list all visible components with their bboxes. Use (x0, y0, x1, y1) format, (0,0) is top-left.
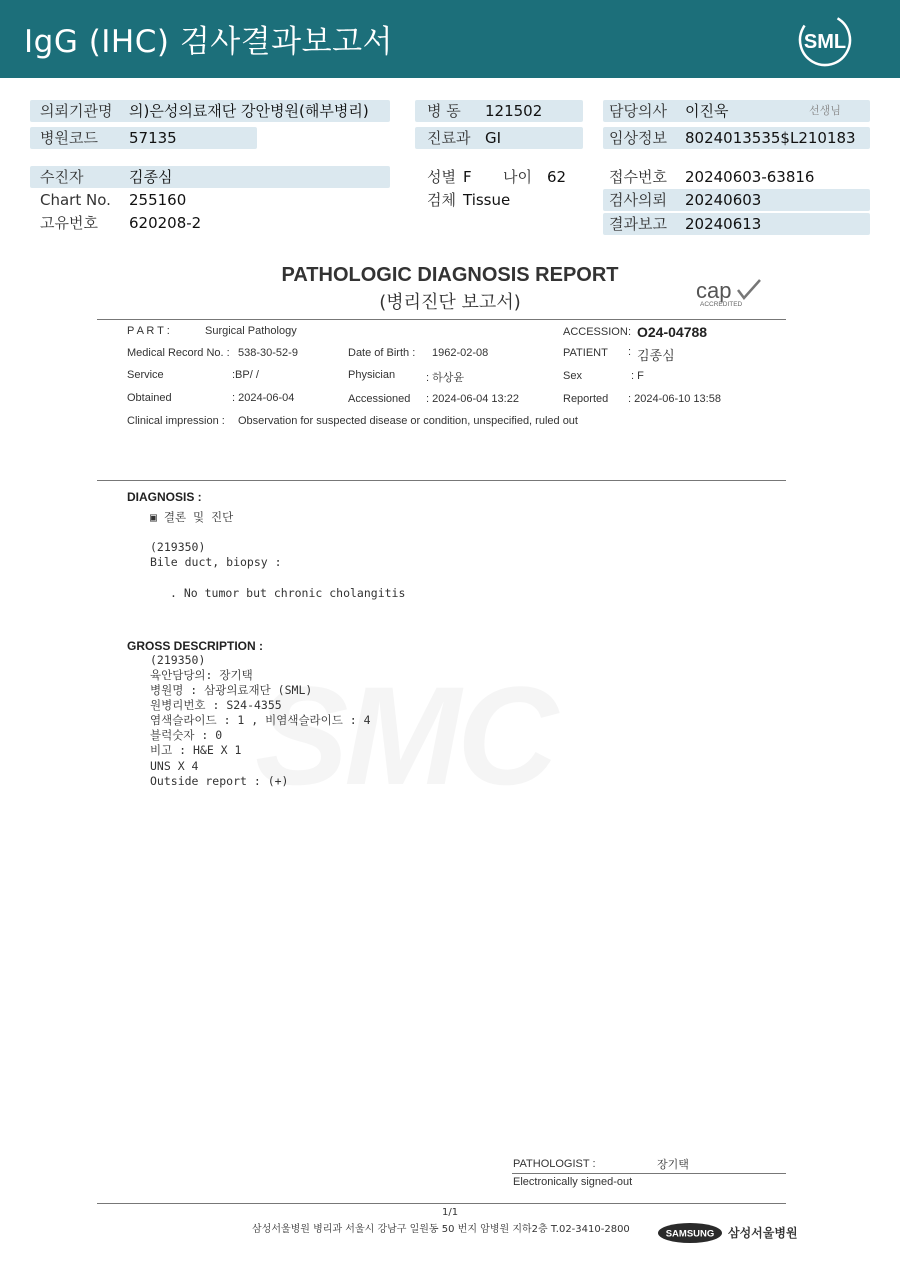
accession-label: ACCESSION (563, 326, 628, 338)
reported-label: Reported (563, 393, 609, 405)
diagnosis-line: ▣ 결론 및 진단 (150, 510, 234, 524)
divider (97, 480, 786, 481)
sex-label-report: Sex (563, 370, 582, 382)
gross-line: (219350) (150, 653, 206, 667)
result-value: 20240613 (685, 215, 762, 233)
unique-value: 620208-2 (129, 214, 202, 232)
result-row (603, 213, 870, 235)
age-label: 나이 (503, 168, 532, 186)
request-label: 검사의뢰 (609, 191, 667, 209)
chart-label: Chart No. (40, 191, 111, 209)
gross-line: Outside report : (+) (150, 774, 289, 788)
doctor-row (603, 100, 870, 122)
pathologist-label: PATHOLOGIST : (513, 1158, 596, 1170)
service-label: Service (127, 369, 164, 381)
hospital-code-row (30, 127, 257, 149)
receipt-label: 접수번호 (609, 168, 667, 186)
header-bar (0, 0, 900, 78)
gross-line: 원병리번호 : S24-4355 (150, 698, 282, 712)
gross-line: 비고 : H&E X 1 (150, 743, 242, 757)
divider (97, 319, 786, 320)
specimen-label: 검체 (427, 191, 456, 209)
ward-label: 병 동 (427, 102, 461, 120)
clinical-label: 임상정보 (609, 129, 667, 147)
svg-text:ACCREDITED: ACCREDITED (700, 301, 743, 308)
reported-value: : 2024-06-10 13:58 (628, 393, 721, 405)
gross-line: 염색슬라이드 : 1 , 비염색슬라이드 : 4 (150, 713, 371, 727)
ward-row (415, 100, 583, 122)
patient-value: 김종심 (129, 168, 173, 186)
accession-value: O24-04788 (637, 324, 708, 340)
report-subtitle: (병리진단 보고서) (379, 292, 521, 313)
receipt-value: 20240603-63816 (685, 168, 815, 186)
sex-label: 성별 (427, 168, 456, 186)
svg-text:SML: SML (803, 31, 847, 53)
patient-label-report: PATIENT (563, 347, 608, 359)
part-label: P A R T : (127, 325, 170, 337)
hospital-code-label: 병원코드 (40, 129, 98, 147)
obtained-value: : 2024-06-04 (232, 392, 295, 404)
receipt-row (603, 166, 870, 188)
obtained-label: Obtained (127, 392, 172, 404)
patient-value-report: 김종심 (637, 348, 675, 363)
mrn-value: 538-30-52-9 (238, 347, 298, 359)
signed-text: Electronically signed-out (513, 1176, 633, 1188)
gross-line: 블럭숫자 : 0 (150, 728, 223, 742)
footer-divider (97, 1203, 786, 1204)
specimen-value: Tissue (463, 191, 511, 209)
diagnosis-line: (219350) (150, 540, 206, 554)
sex-age-row (415, 166, 583, 188)
doctor-value: 이진욱 (685, 102, 729, 120)
dept-row (415, 127, 583, 149)
clinical-impression-label: Clinical impression : (127, 415, 225, 427)
svg-text:SAMSUNG: SAMSUNG (665, 1228, 715, 1240)
sml-logo (796, 13, 854, 67)
patient-row (30, 166, 390, 188)
doctor-suffix: 선생님 (809, 104, 841, 117)
age-value: 62 (547, 168, 567, 186)
report-title: PATHOLOGIC DIAGNOSIS REPORT (281, 264, 619, 286)
diagnosis-line: Bile duct, biopsy : (150, 555, 282, 569)
sex-value-report: : F (631, 370, 644, 382)
hospital-code-value: 57135 (129, 129, 177, 147)
service-value: :BP/ / (232, 369, 259, 381)
dob-label: Date of Birth : (348, 347, 416, 359)
page-title: IgG (IHC) 검사결과보고서 (24, 24, 393, 60)
mrn-label: Medical Record No. : (127, 347, 230, 359)
dob-value: 1962-02-08 (432, 347, 489, 359)
institution-label: 의뢰기관명 (40, 102, 113, 120)
doctor-label: 담당의사 (609, 102, 667, 120)
diagnosis-line: . No tumor but chronic cholangitis (170, 586, 406, 600)
svg-text:cap: cap (696, 278, 732, 303)
accessioned-value: : 2024-06-04 13:22 (426, 393, 519, 405)
chart-row (30, 189, 390, 211)
part-value: Surgical Pathology (205, 325, 297, 337)
samsung-hospital-name: 삼성서울병원 (728, 1226, 798, 1240)
clinical-impression-value: Observation for suspected disease or condition, unspecified, ruled out (238, 415, 578, 427)
gross-heading: GROSS DESCRIPTION : (127, 639, 264, 653)
accessioned-label: Accessioned (348, 393, 411, 405)
physician-label: Physician (348, 369, 396, 381)
result-label: 결과보고 (609, 215, 667, 233)
footer-address: 삼성서울병원 병리과 서울시 강남구 일원동 50 번지 암병원 지하2층 T.02-3410-2800 (252, 1224, 630, 1235)
specimen-row (415, 189, 583, 211)
gross-line: 병원명 : 삼광의료재단 (SML) (150, 683, 313, 697)
institution-row (30, 100, 390, 122)
ward-value: 121502 (485, 102, 543, 120)
request-value: 20240603 (685, 191, 762, 209)
patient-label: 수진자 (40, 168, 84, 186)
physician-value: : 하상윤 (426, 372, 464, 384)
dept-label: 진료과 (427, 129, 471, 147)
gross-line: UNS X 4 (150, 759, 199, 773)
sex-value: F (463, 168, 472, 186)
dept-value: GI (485, 129, 502, 147)
request-row (603, 189, 870, 211)
pathologist-value: 장기택 (657, 1159, 689, 1171)
chart-value: 255160 (129, 191, 187, 209)
cap-accredited-logo (694, 276, 764, 308)
signature-divider (512, 1173, 786, 1174)
unique-label: 고유번호 (40, 214, 98, 232)
clinical-value: 8024013535$L210183 (685, 129, 856, 147)
institution-value: 의)은성의료재단 강안병원(해부병리) (129, 102, 369, 120)
smc-watermark (255, 655, 554, 817)
diagnosis-heading: DIAGNOSIS : (127, 490, 202, 504)
clinical-row (603, 127, 870, 149)
page-number: 1/1 (442, 1207, 459, 1218)
samsung-logo (657, 1222, 723, 1244)
unique-row (30, 212, 390, 234)
gross-line: 육안담당의: 장기택 (150, 668, 253, 682)
